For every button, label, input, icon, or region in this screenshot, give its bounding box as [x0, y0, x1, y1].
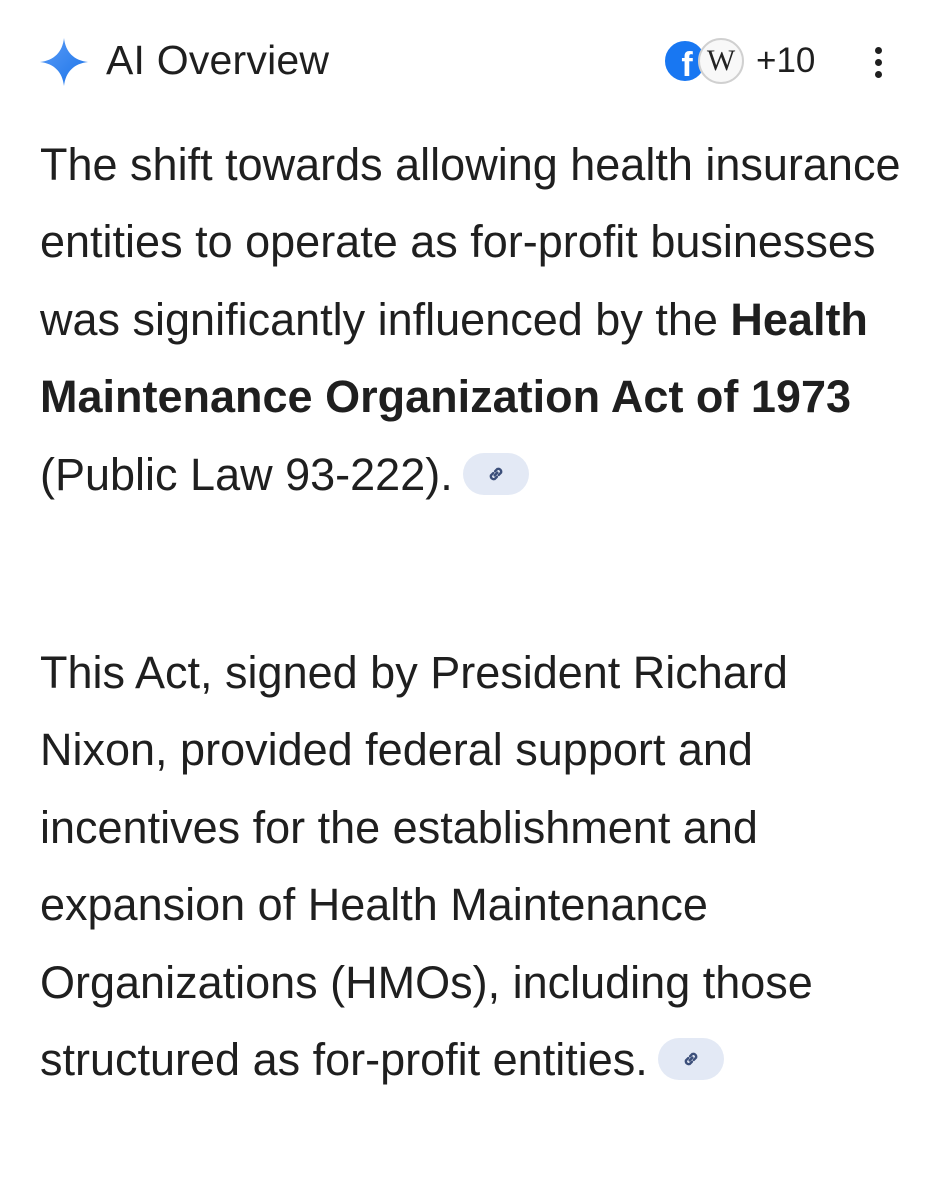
wikipedia-icon: W — [698, 38, 744, 84]
citation-link-button[interactable] — [658, 1038, 724, 1080]
more-sources-count: +10 — [756, 41, 816, 80]
link-icon — [680, 1048, 702, 1070]
paragraph-text: (Public Law 93-222). — [40, 448, 453, 500]
facebook-icon: f — [662, 38, 708, 84]
ai-overview-header — [0, 0, 937, 120]
section-title: AI Overview — [106, 37, 330, 83]
paragraph-text: The shift towards allowing health insurance entities to operate as for-profit businesses was significantly influenced by the — [40, 139, 901, 345]
citation-link-button[interactable] — [463, 453, 529, 495]
overview-paragraph-1 — [40, 126, 920, 513]
overview-paragraph-2 — [40, 634, 920, 1098]
sparkle-icon — [38, 36, 90, 88]
act-name: Health Maintenance Organization Act of 1973 — [40, 293, 868, 423]
more-options-icon[interactable] — [856, 40, 900, 84]
link-icon — [485, 463, 507, 485]
paragraph-text: This Act, signed by President Richard Nixon, provided federal support and incentives for the establishment and expansion of Health Maintenance Organizations (HMOs), including those structured as for-profit entities. — [40, 647, 813, 1086]
